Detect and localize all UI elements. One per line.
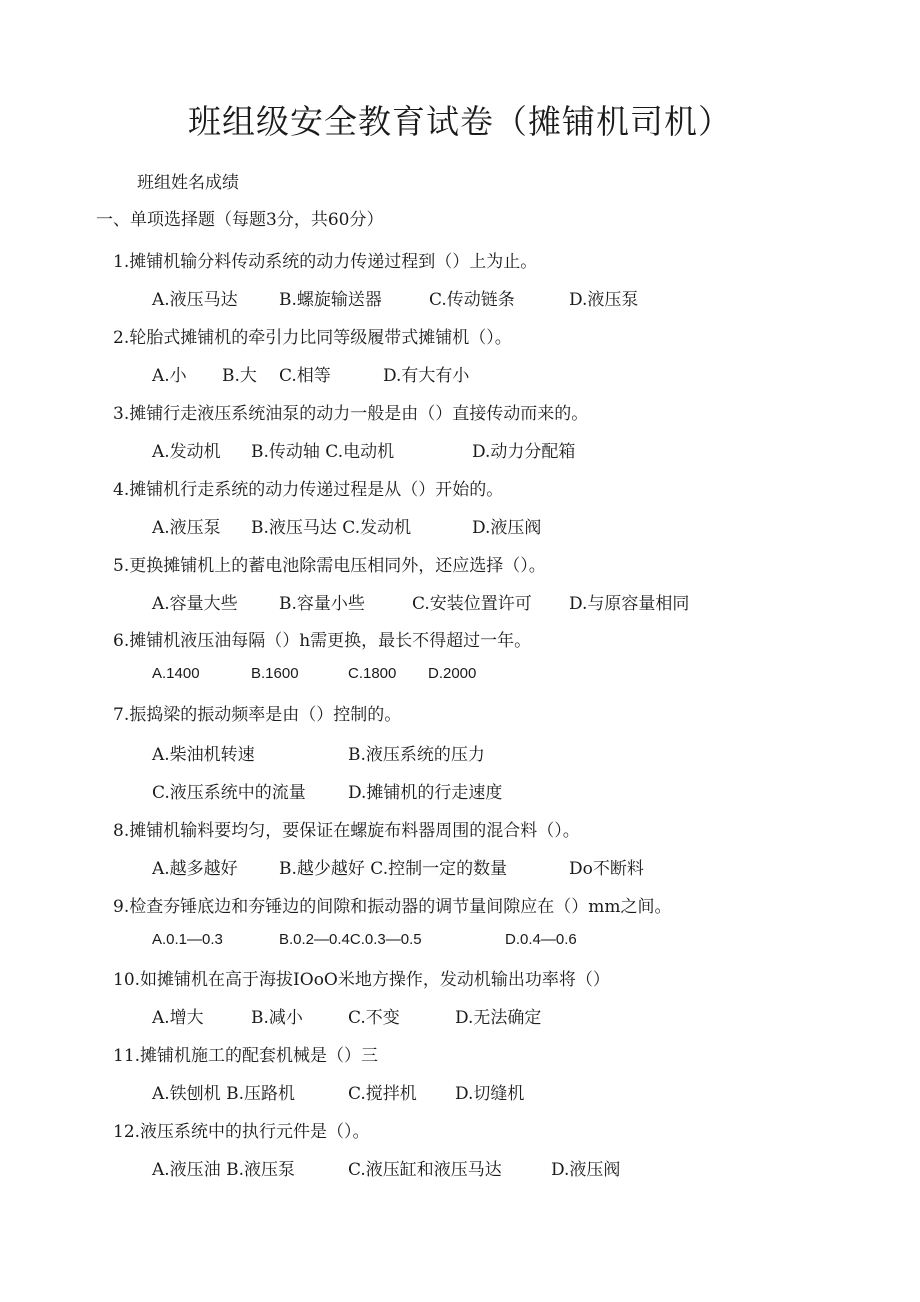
question-1: 1.摊铺机输分料传动系统的动力传递过程到（）上为止。 [113, 252, 538, 272]
page-title: 班组级安全教育试卷（摊铺机司机） [188, 102, 732, 141]
question-10: 10.如摊铺机在高于海拔IOoO米地方操作，发动机输出功率将（） [113, 970, 610, 990]
option-b: B.大 [222, 366, 257, 386]
option-b: B.液压系统的压力 [348, 745, 485, 765]
option-a: A.增大 [152, 1008, 204, 1028]
option-c: C.液压系统中的流量 [152, 783, 306, 803]
class-name-score-line: 班组姓名成绩 [137, 173, 239, 193]
option-d: D.2000 [428, 665, 477, 682]
option-d: D.有大有小 [383, 366, 470, 386]
question-5: 5.更换摊铺机上的蓄电池除需电压相同外，还应选择（）。 [113, 556, 546, 576]
option-a: A.小 [152, 366, 187, 386]
option-b: B.减小 [251, 1008, 303, 1028]
option-d: D.液压阀 [472, 518, 542, 538]
option-a: A.0.1—0.3 [152, 931, 223, 948]
option-c: C.安装位置许可 [412, 594, 532, 614]
question-2: 2.轮胎式摊铺机的牵引力比同等级履带式摊铺机（）。 [113, 328, 512, 348]
option-c: C.相等 [279, 366, 331, 386]
question-7: 7.振捣梁的振动频率是由（）控制的。 [113, 705, 402, 725]
option-d: D.动力分配箱 [472, 442, 576, 462]
question-6: 6.摊铺机液压油每隔（）h需更换，最长不得超过一年。 [113, 631, 532, 651]
option-a-b: A.铁刨机 B.压路机 [152, 1084, 295, 1104]
option-b-c: B.0.2—0.4C.0.3—0.5 [279, 931, 422, 948]
question-8: 8.摊铺机输料要均匀，要保证在螺旋布料器周围的混合料（）。 [113, 821, 580, 841]
option-a-b: A.液压油 B.液压泵 [152, 1160, 295, 1180]
option-b-c: B.液压马达 C.发动机 [251, 518, 412, 538]
option-a: A.容量大些 [152, 594, 238, 614]
option-b-c: B.传动轴 C.电动机 [251, 442, 395, 462]
option-d: D.0.4—0.6 [505, 931, 577, 948]
question-9: 9.检查夯锤底边和夯锤边的间隙和振动器的调节量间隙应在（）mm之间。 [113, 897, 672, 917]
section-heading: 一、单项选择题（每题3分，共60分） [96, 210, 384, 230]
option-c: C.传动链条 [429, 290, 515, 310]
option-b: B.螺旋输送器 [279, 290, 382, 310]
option-a: A.1400 [152, 665, 200, 682]
option-d: D.切缝机 [455, 1084, 525, 1104]
question-12: 12.液压系统中的执行元件是（）。 [113, 1122, 370, 1142]
question-4: 4.摊铺机行走系统的动力传递过程是从（）开始的。 [113, 480, 504, 500]
option-a: A.柴油机转速 [152, 745, 255, 765]
option-b: B.1600 [251, 665, 299, 682]
option-a: A.发动机 [152, 442, 221, 462]
option-d: D.无法确定 [455, 1008, 542, 1028]
option-c: C.不变 [348, 1008, 400, 1028]
option-a: A.液压马达 [152, 290, 238, 310]
option-a: A.越多越好 [152, 859, 238, 879]
option-d: D.与原容量相同 [569, 594, 690, 614]
option-c: C.1800 [348, 665, 397, 682]
option-a: A.液压泵 [152, 518, 221, 538]
option-c: C.液压缸和液压马达 [348, 1160, 502, 1180]
option-d: Do不断料 [569, 859, 644, 879]
question-3: 3.摊铺行走液压系统油泵的动力一般是由（）直接传动而来的。 [113, 404, 589, 424]
option-d: D.液压泵 [569, 290, 639, 310]
option-c: C.搅拌机 [348, 1084, 417, 1104]
question-11: 11.摊铺机施工的配套机械是（）三 [113, 1046, 379, 1066]
option-b: B.容量小些 [279, 594, 365, 614]
option-d: D.摊铺机的行走速度 [348, 783, 503, 803]
option-b-c: B.越少越好 C.控制一定的数量 [279, 859, 508, 879]
option-d: D.液压阀 [551, 1160, 621, 1180]
